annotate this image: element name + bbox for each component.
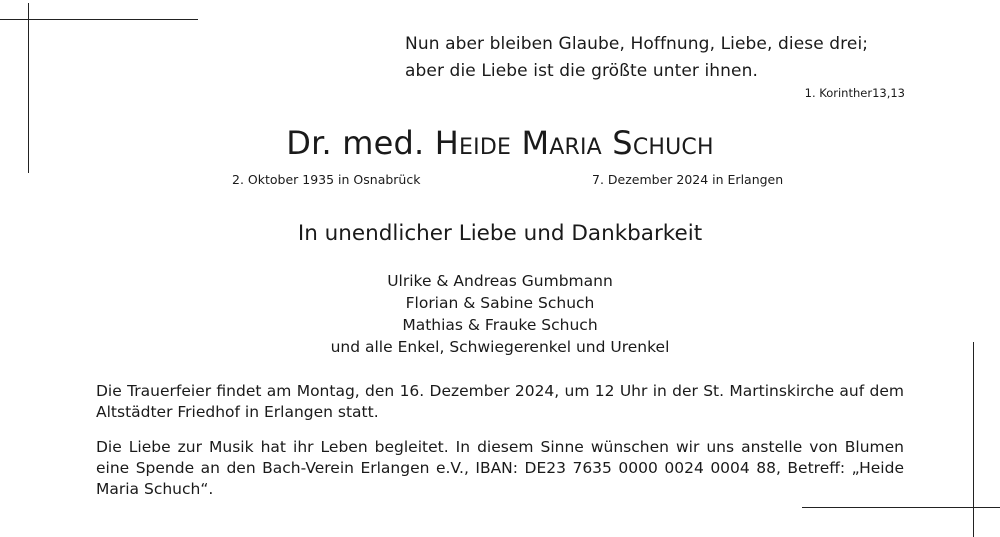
- birth-date: 2. Oktober 1935 in Osnabrück: [232, 172, 421, 187]
- bottom-right-vertical-line: [973, 342, 974, 537]
- quote-line: aber die Liebe ist die größte unter ihnen.: [405, 61, 758, 81]
- deceased-title: Dr. med.: [286, 124, 425, 162]
- quote-reference: 1. Korinther13,13: [804, 86, 905, 100]
- deceased-name: [0, 124, 1000, 162]
- quote-line: Nun aber bleiben Glaube, Hoffnung, Liebe, diese drei;: [405, 34, 869, 54]
- funeral-notice: Die Trauerfeier findet am Montag, den 16. Dezember 2024, um 12 Uhr in der St. Martinskirche auf dem Altstädter Friedhof in Erlangen statt.: [96, 382, 904, 421]
- top-left-horizontal-line: [0, 19, 198, 20]
- mourners-list: [0, 270, 1000, 358]
- mourner: Florian & Sabine Schuch: [405, 294, 595, 312]
- bottom-right-horizontal-line: [802, 507, 1000, 508]
- deceased-full-name: Heide Maria Schuch: [434, 124, 714, 162]
- mourner: und alle Enkel, Schwiegerenkel und Urenkel: [330, 338, 670, 356]
- death-date: 7. Dezember 2024 in Erlangen: [592, 172, 784, 187]
- headline: In unendlicher Liebe und Dankbarkeit: [297, 221, 703, 246]
- bible-quote: [405, 31, 905, 85]
- mourner: Ulrike & Andreas Gumbmann: [387, 272, 613, 290]
- mourner: Mathias & Frauke Schuch: [402, 316, 598, 334]
- donation-notice: Die Liebe zur Musik hat ihr Leben begleitet. In diesem Sinne wünschen wir uns anstelle von Blumen eine Spende an den Bach-Verein Erlangen e.V., IBAN: DE23 7635 0000 0024 0004 88, Betreff: „Heide Maria Schuch“.: [96, 438, 904, 498]
